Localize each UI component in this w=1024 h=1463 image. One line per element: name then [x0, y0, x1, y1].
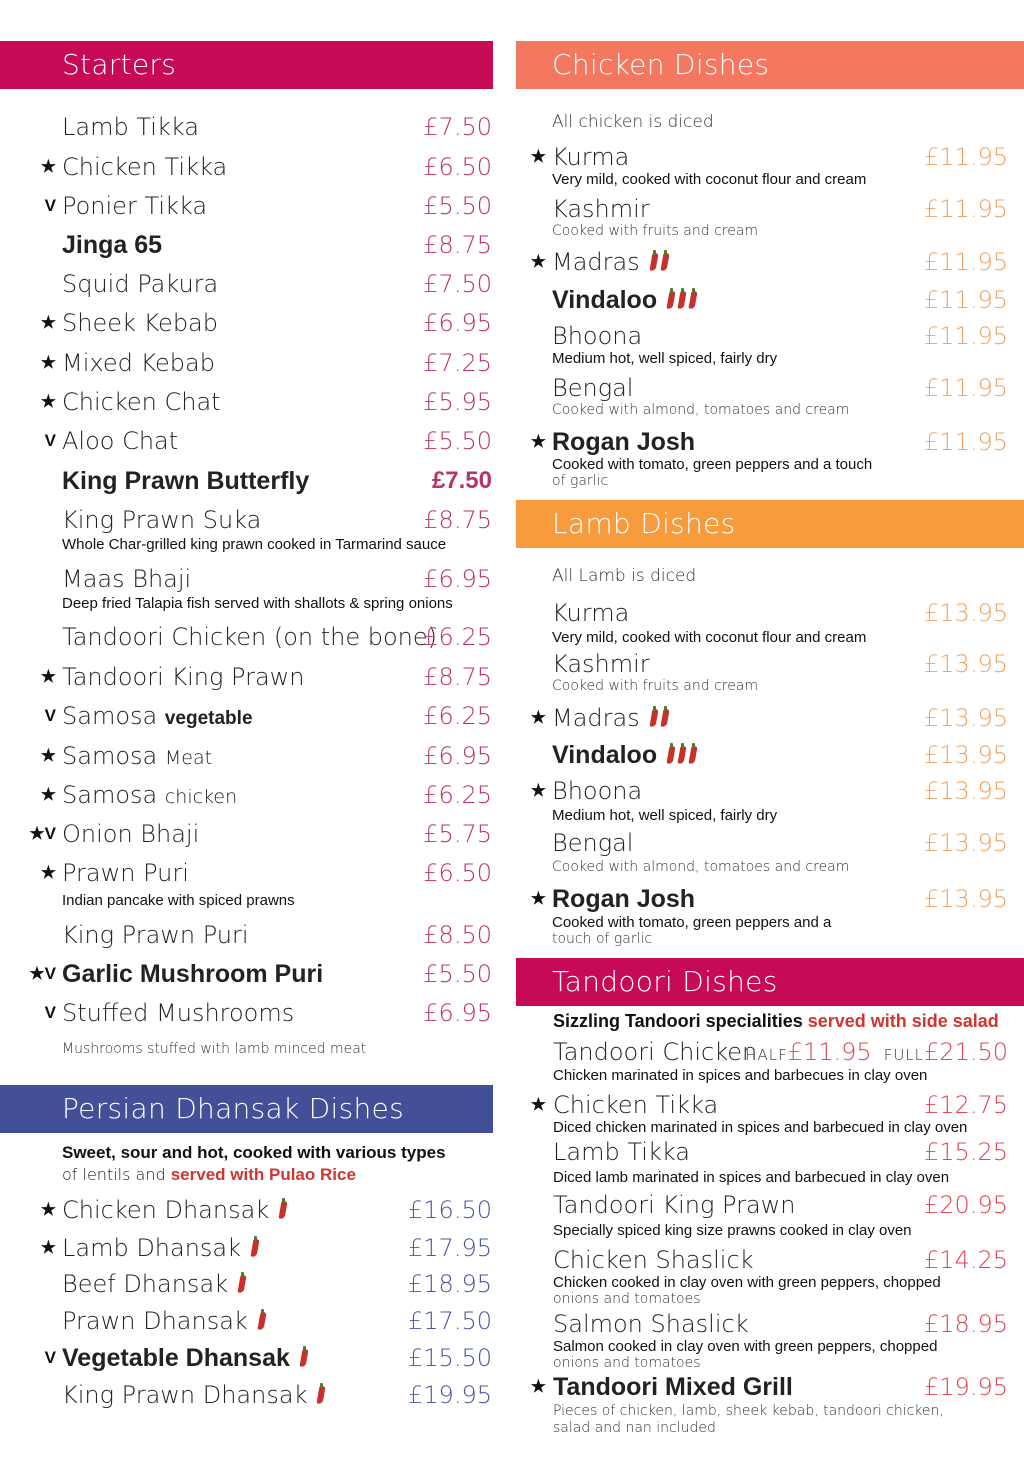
item-price: £7.25: [423, 349, 492, 377]
item-name-text: Lamb Tikka: [553, 1138, 690, 1166]
item-name: [552, 885, 695, 913]
item-name-text: Salmon Shaslick: [553, 1310, 749, 1338]
item-description: Very mild, cooked with coconut flour and cream: [552, 171, 867, 188]
item-price: £6.95: [423, 742, 492, 770]
item-name-text: Bengal: [552, 829, 634, 857]
chicken-title: Chicken Dishes: [552, 48, 770, 81]
item-name-text: King Prawn Suka: [62, 506, 262, 534]
item-price: £11.95: [924, 286, 1008, 314]
item-name-text: Bhoona: [552, 777, 643, 805]
diet-marks: ★: [530, 781, 546, 800]
item-name-text: Chicken Tikka: [62, 153, 228, 181]
dhansak-intro-line1: Sweet, sour and hot, cooked with various types: [62, 1143, 446, 1162]
item-price: £6.95: [423, 999, 492, 1027]
item-description-cont: salad and nan included: [553, 1420, 716, 1436]
item-price: £11.95: [924, 322, 1008, 350]
item-name: [552, 599, 629, 627]
item-name: [62, 506, 261, 534]
item-price: £5.75: [423, 820, 492, 848]
item-name: [552, 704, 670, 732]
item-name: [62, 388, 221, 416]
item-name-text: Vindaloo: [552, 286, 658, 314]
item-name-text: Vindaloo: [552, 741, 658, 769]
item-name: [553, 1373, 793, 1401]
item-description: Cooked with fruits and cream: [552, 223, 759, 239]
item-name-text: Tandoori Mixed Grill: [553, 1373, 793, 1401]
item-name-text: Garlic Mushroom Puri: [62, 960, 324, 988]
tandoori-intro-text: Sizzling Tandoori specialities: [553, 1011, 808, 1031]
item-price: £15.25: [924, 1138, 1008, 1166]
chili-icon: [236, 1270, 247, 1298]
item-description: Very mild, cooked with coconut flour and cream: [552, 629, 867, 646]
item-name: [62, 1381, 326, 1409]
item-price: £13.95: [924, 650, 1008, 678]
item-name-text: Mixed Kebab: [62, 349, 215, 377]
item-name-text: King Prawn Butterfly: [62, 467, 310, 495]
item-description: Chicken cooked in clay oven with green peppers, chopped: [553, 1274, 941, 1291]
diet-marks: ★: [530, 432, 546, 451]
item-description: Pieces of chicken, lamb, sheek kebab, tandoori chicken,: [553, 1403, 944, 1419]
item-price: £13.95: [924, 885, 1008, 913]
item-price: £6.50: [423, 859, 492, 887]
item-name: [552, 143, 629, 171]
item-price: £13.95: [924, 777, 1008, 805]
item-description: Medium hot, well spiced, fairly dry: [552, 350, 778, 367]
item-price: £20.95: [924, 1191, 1008, 1219]
item-name: [553, 1310, 749, 1338]
half-label: HALF: [745, 1046, 788, 1064]
item-name-text: Bengal: [552, 374, 634, 402]
item-name: [552, 248, 670, 276]
diet-marks: ★: [40, 746, 56, 765]
item-description: Deep fried Talapia fish served with shallots & spring onions: [62, 595, 453, 612]
item-name-extra: vegetable: [164, 708, 253, 729]
item-description: Chicken marinated in spices and barbecues in clay oven: [553, 1067, 928, 1084]
item-description: Medium hot, well spiced, fairly dry: [552, 807, 778, 824]
diet-marks: ★: [40, 1238, 56, 1257]
diet-marks: V: [44, 431, 56, 450]
chili-icon: [665, 741, 698, 769]
item-price: £17.95: [408, 1234, 492, 1262]
item-price: £8.75: [423, 231, 492, 259]
diet-marks: ★: [530, 708, 546, 727]
item-name: [552, 650, 650, 678]
item-description: Cooked with almond, tomatoes and cream: [552, 859, 850, 875]
diet-marks: ★V: [29, 824, 56, 843]
tandoori-intro: [553, 1010, 999, 1032]
item-price: £16.50: [408, 1196, 492, 1224]
item-name: [62, 623, 437, 651]
diet-marks: ★: [530, 252, 546, 271]
item-name-text: Samosa: [62, 702, 158, 730]
item-name: [62, 1196, 288, 1224]
chili-icon: [315, 1381, 326, 1409]
item-name-text: Tandoori King Prawn: [553, 1191, 796, 1219]
item-name: [62, 702, 253, 733]
chili-icon: [665, 286, 698, 314]
item-price: £8.75: [423, 506, 492, 534]
item-name: [62, 309, 218, 337]
item-name: [552, 829, 633, 857]
item-price: £5.50: [423, 427, 492, 455]
item-price: £13.95: [924, 599, 1008, 627]
item-description: Specially spiced king size prawns cooked in clay oven: [553, 1222, 912, 1239]
item-name-text: Kashmir: [552, 650, 650, 678]
item-name-extra: chicken: [164, 786, 238, 808]
dhansak-intro-text: of lentils and: [62, 1165, 171, 1184]
diet-marks: V: [44, 1003, 56, 1022]
half-price: £11.95: [787, 1038, 872, 1066]
diet-marks: ★: [530, 889, 546, 908]
item-name-text: Beef Dhansak: [62, 1270, 229, 1298]
item-name-text: Ponier Tikka: [62, 192, 208, 220]
item-price: £11.95: [924, 143, 1008, 171]
chili-icon: [648, 248, 670, 276]
item-description-cont: onions and tomatoes: [553, 1355, 701, 1371]
item-name: [62, 270, 218, 298]
diet-marks: V: [44, 706, 56, 725]
chili-icon: [249, 1234, 260, 1262]
item-price: £6.50: [423, 153, 492, 181]
item-name: [62, 113, 199, 141]
diet-marks: ★: [40, 1200, 56, 1219]
diet-marks: ★: [40, 785, 56, 804]
item-price: £6.25: [423, 702, 492, 730]
item-price: £6.95: [423, 309, 492, 337]
tandoori-title: Tandoori Dishes: [552, 965, 778, 998]
item-name-text: King Prawn Dhansak: [62, 1381, 308, 1409]
diet-marks: ★: [530, 1095, 546, 1114]
item-price: £5.95: [423, 388, 492, 416]
item-description: Diced chicken marinated in spices and barbecued in clay oven: [553, 1119, 968, 1136]
item-name: [553, 1191, 795, 1219]
item-price: £19.95: [924, 1373, 1008, 1401]
item-price: £13.95: [924, 829, 1008, 857]
item-name: [553, 1246, 754, 1274]
item-description: Cooked with almond, tomatoes and cream: [552, 402, 850, 418]
diet-marks: ★: [40, 863, 56, 882]
item-name: [552, 374, 633, 402]
item-name-text: Kashmir: [552, 195, 650, 223]
diet-marks: ★: [40, 157, 56, 176]
dhansak-intro-line2: [62, 1164, 356, 1186]
diet-marks: ★: [40, 667, 56, 686]
chili-icon: [256, 1307, 267, 1335]
item-name: [62, 1344, 309, 1372]
item-name: [62, 153, 227, 181]
item-name-text: Onion Bhaji: [62, 820, 200, 848]
item-name-text: Prawn Puri: [62, 859, 189, 887]
item-name: [62, 231, 162, 259]
item-name-text: Kurma: [552, 143, 630, 171]
item-price: £8.50: [423, 921, 492, 949]
item-name-text: Tandoori Chicken: [553, 1038, 758, 1066]
item-name-text: Bhoona: [552, 322, 643, 350]
dhansak-intro-highlight: served with Pulao Rice: [170, 1165, 356, 1184]
item-price: £8.75: [423, 663, 492, 691]
item-price: £7.50: [423, 270, 492, 298]
item-price: £6.25: [423, 781, 492, 809]
diet-marks: V: [44, 196, 56, 215]
item-name: [552, 195, 650, 223]
item-price-split: [745, 1038, 1008, 1069]
item-name-text: Lamb Tikka: [62, 113, 199, 141]
item-name: [62, 663, 304, 691]
item-price: £5.50: [423, 192, 492, 220]
item-name: [62, 960, 323, 988]
item-name-text: Tandoori Chicken (on the bone): [62, 623, 438, 651]
item-name: [62, 427, 178, 455]
dhansak-title: Persian Dhansak Dishes: [62, 1092, 404, 1125]
item-price: £7.50: [431, 467, 492, 494]
item-name-text: Chicken Dhansak: [62, 1196, 270, 1224]
item-name: [553, 1091, 718, 1119]
chili-icon: [277, 1196, 288, 1224]
item-price: £7.50: [423, 113, 492, 141]
item-name-text: Rogan Josh: [552, 885, 696, 913]
item-name-text: Maas Bhaji: [62, 565, 192, 593]
diet-marks: V: [44, 1348, 56, 1367]
item-description: Cooked with tomato, green peppers and a: [552, 914, 832, 931]
item-name: [62, 820, 199, 848]
item-description: Cooked with tomato, green peppers and a touch: [552, 456, 873, 473]
item-price: £19.95: [408, 1381, 492, 1409]
item-price: £14.25: [924, 1246, 1008, 1274]
item-name: [553, 1138, 690, 1166]
item-name: [62, 349, 215, 377]
item-name: [552, 286, 698, 314]
diet-marks: ★: [40, 392, 56, 411]
starters-title: Starters: [62, 48, 177, 81]
item-description-cont: of garlic: [552, 473, 609, 489]
item-name-text: Chicken Tikka: [553, 1091, 719, 1119]
item-name-text: Tandoori King Prawn: [62, 663, 305, 691]
item-name-text: Chicken Shaslick: [553, 1246, 754, 1274]
item-name-text: Prawn Dhansak: [62, 1307, 248, 1335]
tandoori-intro-highlight: served with side salad: [807, 1011, 999, 1031]
item-price: £6.25: [423, 623, 492, 651]
item-price: £11.95: [924, 428, 1008, 456]
item-price: £13.95: [924, 741, 1008, 769]
item-name: [62, 1270, 247, 1298]
item-name: [62, 192, 207, 220]
item-name-text: Samosa: [62, 781, 158, 809]
item-description: Diced lamb marinated in spices and barbecued in clay oven: [553, 1169, 950, 1186]
item-name: [62, 742, 212, 772]
item-price: £15.50: [408, 1344, 492, 1372]
item-name-text: Vegetable Dhansak: [62, 1344, 290, 1372]
item-description: Salmon cooked in clay oven with green peppers, chopped: [553, 1338, 938, 1355]
item-name: [62, 999, 294, 1027]
item-price: £18.95: [924, 1310, 1008, 1338]
item-name: [62, 467, 309, 495]
item-name-text: Kurma: [552, 599, 630, 627]
item-price: £17.50: [408, 1307, 492, 1335]
diet-marks: ★: [40, 353, 56, 372]
item-price: £6.95: [423, 565, 492, 593]
item-name-text: Stuffed Mushrooms: [62, 999, 295, 1027]
item-price: £13.95: [924, 704, 1008, 732]
item-name: [62, 1307, 267, 1335]
diet-marks: ★: [530, 147, 546, 166]
item-name-text: Chicken Chat: [62, 388, 221, 416]
item-name: [552, 741, 698, 769]
item-name-text: Sheek Kebab: [62, 309, 218, 337]
item-name-extra: Meat: [164, 747, 213, 769]
item-name-text: Rogan Josh: [552, 428, 696, 456]
item-name-text: Madras: [552, 248, 640, 276]
diet-marks: ★: [530, 1377, 546, 1396]
item-name-text: Squid Pakura: [62, 270, 219, 298]
lamb-header: [516, 500, 1024, 548]
lamb-title: Lamb Dishes: [552, 507, 736, 540]
item-name: [552, 322, 642, 350]
lamb-intro: All Lamb is diced: [552, 566, 697, 586]
item-name: [552, 777, 642, 805]
item-description-cont: onions and tomatoes: [553, 1291, 701, 1307]
item-name-text: Aloo Chat: [62, 427, 179, 455]
item-description: Cooked with fruits and cream: [552, 678, 759, 694]
item-price: £18.95: [408, 1270, 492, 1298]
tandoori-header: [516, 958, 1024, 1006]
item-name-text: King Prawn Puri: [62, 921, 249, 949]
chicken-intro: All chicken is diced: [552, 112, 714, 132]
chili-icon: [298, 1344, 309, 1372]
full-label: FULL: [883, 1046, 925, 1064]
item-name-text: Lamb Dhansak: [62, 1234, 242, 1262]
item-name-text: Madras: [552, 704, 640, 732]
item-name: [62, 781, 237, 811]
item-price: £12.75: [924, 1091, 1008, 1119]
full-price: £21.50: [924, 1038, 1008, 1066]
diet-marks: ★: [40, 313, 56, 332]
dhansak-header: [0, 1085, 493, 1133]
chicken-header: [516, 41, 1024, 89]
item-description: Whole Char-grilled king prawn cooked in Tarmarind sauce: [62, 536, 447, 553]
chili-icon: [648, 704, 670, 732]
item-description: Indian pancake with spiced prawns: [62, 892, 295, 909]
item-name: [62, 1234, 260, 1262]
item-name-text: Samosa: [62, 742, 158, 770]
item-name: [552, 428, 695, 456]
item-description-cont: touch of garlic: [552, 931, 653, 947]
item-name: [62, 921, 249, 949]
starters-header: [0, 41, 493, 89]
diet-marks: ★V: [29, 964, 56, 983]
item-price: £11.95: [924, 248, 1008, 276]
item-price: £11.95: [924, 195, 1008, 223]
item-price: £11.95: [924, 374, 1008, 402]
item-price: £5.50: [423, 960, 492, 988]
item-description: Mushrooms stuffed with lamb minced meat: [62, 1041, 367, 1057]
item-name: [62, 565, 191, 593]
item-name-text: Jinga 65: [62, 231, 163, 259]
item-name: [553, 1038, 757, 1066]
item-name: [62, 859, 189, 887]
